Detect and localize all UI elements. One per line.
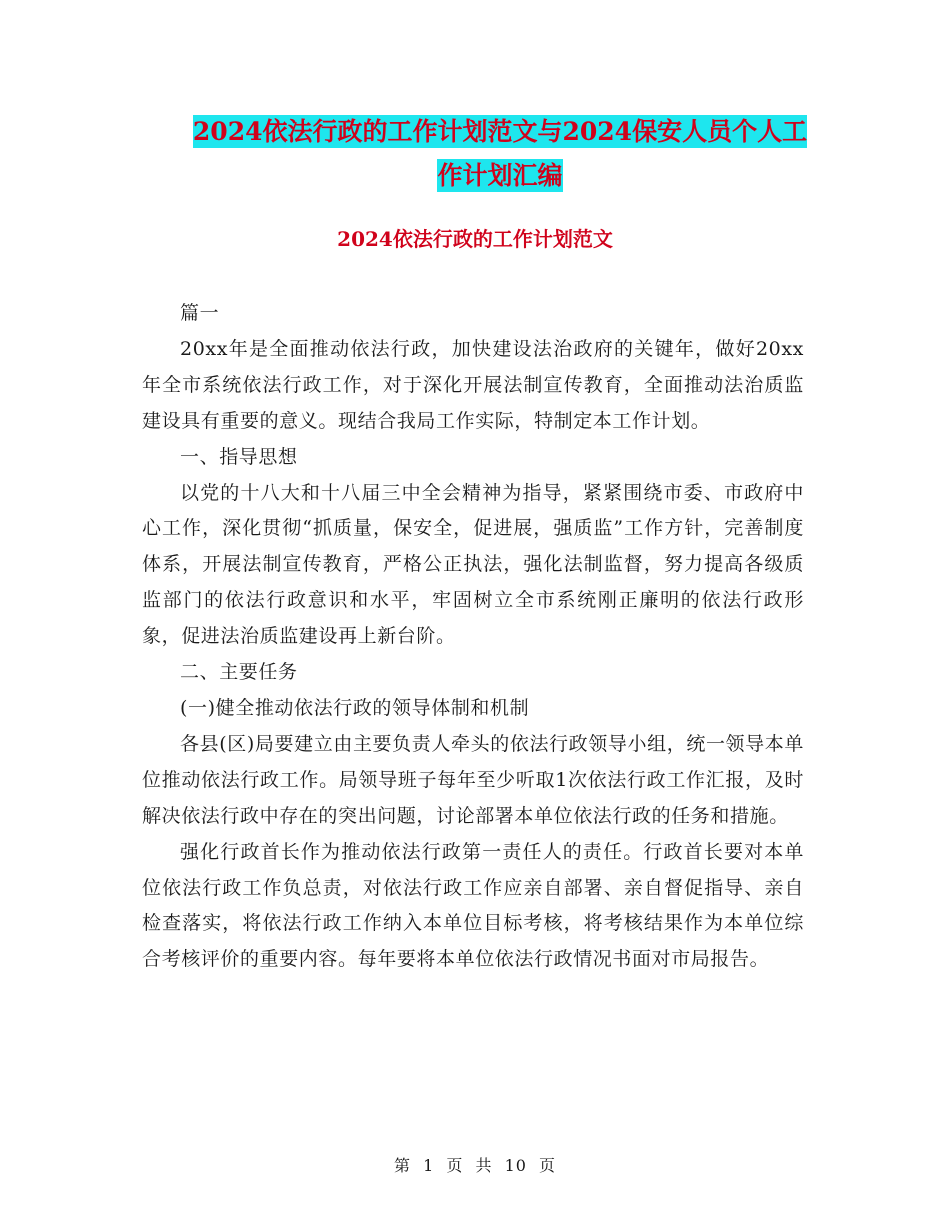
paragraph-leadership-group: 各县(区)局要建立由主要负责人牵头的依法行政领导小组，统一领导本单位推动依法行政工作。局领导班子每年至少听取1次依法行政工作汇报，及时解决依法行政中存在的突出问题，讨论部署本单位依法行政的任务和措施。 bbox=[142, 732, 804, 827]
section-title: 2024依法行政的工作计划范文 bbox=[337, 227, 613, 251]
paragraph-guiding-thought: 以党的十八大和十八届三中全会精神为指导，紧紧围绕市委、市政府中心工作，深化贯彻“抓质量，保安全，促进展，强质监”工作方针，完善制度体系，开展法制宣传教育，严格公正执法，强化法制监督，努力提高各级质监部门的依法行政意识和水平，牢固树立全市系统刚正廉明的依法行政形象，促进法治质监建设再上新台阶。 bbox=[142, 481, 804, 648]
footer-total-word: 共 bbox=[475, 1156, 493, 1175]
paragraph-intro: 20xx年是全面推动依法行政，加快建设法治政府的关键年，做好20xx年全市系统依法行政工作，对于深化开展法制宣传教育，全面推动法治质监建设具有重要的意义。现结合我局工作实际，特制定本工作计划。 bbox=[142, 337, 804, 432]
document-title-line-2: 作计划汇编 bbox=[437, 161, 563, 190]
document-body bbox=[142, 296, 804, 978]
footer-suffix: 页 bbox=[539, 1156, 557, 1175]
subheading-leadership-system: (一)健全推动依法行政的领导体制和机制 bbox=[180, 696, 530, 719]
page-footer bbox=[0, 1156, 950, 1176]
footer-page-word: 页 bbox=[446, 1156, 464, 1175]
heading-main-tasks: 二、主要任务 bbox=[180, 661, 298, 684]
heading-guiding-thought: 一、指导思想 bbox=[180, 445, 298, 468]
footer-total-pages: 10 bbox=[504, 1156, 527, 1175]
paragraph-administrative-head: 强化行政首长作为推动依法行政第一责任人的责任。行政首长要对本单位依法行政工作负总责，对依法行政工作应亲自部署、亲自督促指导、亲自检查落实，将依法行政工作纳入本单位目标考核，将考核结果作为本单位综合考核评价的重要内容。每年要将本单位依法行政情况书面对市局报告。 bbox=[142, 840, 804, 971]
document-title-line-1: 2024依法行政的工作计划范文与2024保安人员个人工 bbox=[192, 117, 808, 146]
footer-current-page: 1 bbox=[423, 1156, 435, 1175]
paragraph-pian-yi: 篇一 bbox=[180, 302, 220, 324]
footer-prefix: 第 bbox=[393, 1156, 411, 1175]
